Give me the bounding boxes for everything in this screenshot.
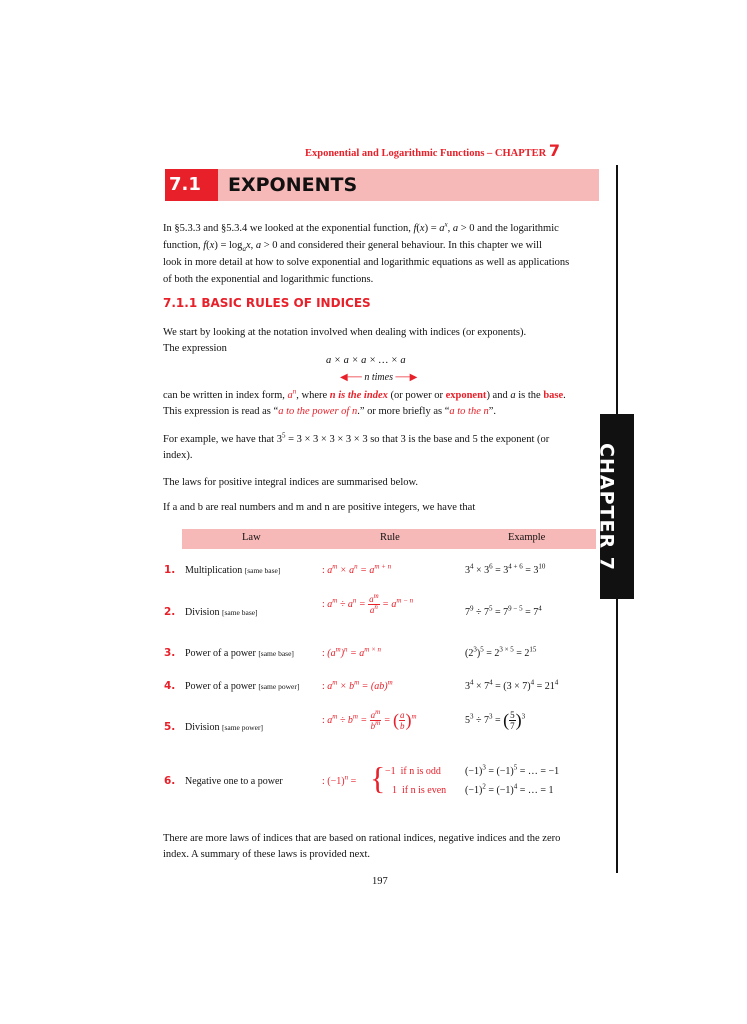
row-number: 1. (164, 564, 176, 576)
header-law: Law (242, 532, 261, 543)
rule-formula: : $a^m \div b^m$ = $\frac{a^m}{b^m}$ = ( $\frac{a}{b}$ )$^m$ (322, 708, 417, 731)
page-number: 197 (372, 876, 388, 887)
running-title: Exponential and Logarithmic Functions – CHAPTER (305, 148, 547, 159)
chapter-number: 7 (548, 141, 561, 160)
law-label: Negative one to a power (185, 776, 283, 787)
closing-paragraph: There are more laws of indices that are based on rational indices, negative indices and the zero index. A summary of these laws is provided next. (163, 833, 561, 860)
chapter-side-label: CHAPTER 7 (595, 443, 618, 571)
example-formula: $7^9 \div 7^5 = 7^{9 - 5} = 7^4$ (465, 604, 542, 618)
law-label: Division [same power] (185, 722, 263, 733)
law-label: Power of a power [same power] (185, 681, 300, 692)
rule-formula: : $a^m \times b^m = (ab)^m$ (322, 678, 393, 692)
example-formula: $(2^3)^5 = 2^{3 \times 5} = 2^{15}$ (465, 645, 537, 659)
law-label: Power of a power [same base] (185, 648, 294, 659)
header-example: Example (508, 532, 546, 543)
case-brace: { (370, 760, 386, 796)
row-number: 5. (164, 721, 176, 733)
table-header (182, 529, 596, 549)
subsection-title: 7.1.1 BASIC RULES OF INDICES (163, 296, 371, 310)
running-header (305, 141, 560, 160)
row-number: 6. (164, 775, 176, 787)
body-p2: can be written in index form, $a^n$, where n is the index (or power or exponent) and a is the base. This expression is read as “a to the power of n.” or more briefly as “a to the n”. (163, 387, 566, 417)
row-number: 3. (164, 647, 176, 659)
rule-formula: : $(-1)^n$ = (322, 773, 357, 787)
case-even: 1 if n is even (392, 785, 447, 796)
display-expression: a × a × a × … × a (326, 355, 406, 366)
n-times-annotation: ◀── n times ──▶ (340, 372, 418, 383)
example-even: $(-1)^2 = (-1)^4$ = … = 1 (465, 782, 554, 796)
row-number: 4. (164, 680, 176, 692)
law-label: Multiplication [same base] (185, 565, 281, 576)
body-p5: If a and b are real numbers and m and n are positive integers, we have that (163, 502, 476, 513)
case-odd: −1 if n is odd (385, 766, 441, 777)
header-rule: Rule (380, 532, 400, 543)
example-formula: $3^4 \times 3^6 = 3^{4 + 6} = 3^{10}$ (465, 562, 546, 576)
section-number: 7.1 (165, 169, 218, 201)
rule-formula: : $a^m \times a^n = a^{m + n}$ (322, 562, 392, 576)
body-p4: The laws for positive integral indices are summarised below. (163, 477, 419, 488)
body-p1: We start by looking at the notation involved when dealing with indices (or exponents). The expression (163, 327, 527, 354)
rule-formula: : $a^m \div a^n$ = $\frac{a^m}{a^n}$ = $a^{m - n}$ (322, 592, 414, 615)
example-formula: $3^4 \times 7^4 = (3 \times 7)^4 = 21^4$ (465, 678, 559, 692)
example-formula: $5^3 \div 7^3$ = ( $\frac{5}{7}$ )$^3$ (465, 710, 526, 731)
section-title: EXPONENTS (228, 174, 358, 196)
row-number: 2. (164, 606, 176, 618)
body-p3: For example, we have that $3^5 = 3 \times 3 \times 3 \times 3 \times 3$ so that 3 is the base and 5 the exponent (or index). (163, 431, 550, 461)
law-label: Division [same base] (185, 607, 258, 618)
rule-formula: : $(a^m)^n = a^{m \times n}$ (322, 645, 382, 659)
example-odd: $(-1)^3 = (-1)^5$ = … = −1 (465, 763, 560, 777)
intro-paragraph: In §5.3.3 and §5.3.4 we looked at the exponential function, $f(x) = a^x$, a > 0 and the logarithmic function, $f(x) = \log_ax$, a > 0 and considered their general behaviour. In this chapter we will look in more detail at how to solve exponential and logarithmic equations as well as applications of both the exponential and logarithmic functions. (163, 220, 570, 285)
